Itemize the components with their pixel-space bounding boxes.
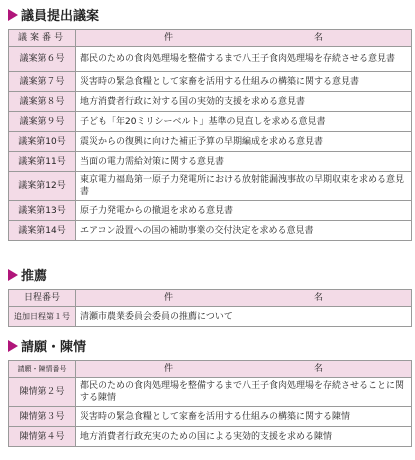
row-subject: 地方消費者行政充実のための国による実効的支援を求める陳情 xyxy=(76,427,412,447)
row-subject: エアコン設置への国の補助事業の交付決定を求める意見書 xyxy=(76,221,412,241)
table-row xyxy=(9,72,412,92)
table-row xyxy=(9,47,412,72)
row-number: 議案第10号 xyxy=(9,132,76,152)
table-row xyxy=(9,221,412,241)
row-number: 議案第６号 xyxy=(9,47,76,72)
row-subject: 災害時の緊急食糧として家畜を活用する仕組みの構築に関する意見書 xyxy=(76,72,412,92)
table-row xyxy=(9,407,412,427)
row-subject: 東京電力福島第一原子力発電所における放射能漏洩事故の早期収束を求める意見書 xyxy=(76,172,412,201)
section-title-seigan: 請願・陳情 xyxy=(8,337,86,354)
row-subject: 原子力発電からの撤退を求める意見書 xyxy=(76,201,412,221)
row-number: 議案第12号 xyxy=(9,172,76,201)
row-subject: 清瀬市農業委員会委員の推薦について xyxy=(76,307,412,327)
row-number: 議案第14号 xyxy=(9,221,76,241)
row-number: 議案第９号 xyxy=(9,112,76,132)
row-subject: 都民のための食肉処理場を整備するまで八王子食肉処理場を存続させる意見書 xyxy=(76,47,412,72)
table-row xyxy=(9,132,412,152)
header-number: 議案番号 xyxy=(9,30,76,47)
section-title-giin: 議員提出議案 xyxy=(8,6,99,23)
row-number: 陳情第４号 xyxy=(9,427,76,447)
row-subject: 子ども「年20ミリシーベルト」基準の見直しを求める意見書 xyxy=(76,112,412,132)
header-subject: 件 名 xyxy=(76,361,412,378)
header-subject: 件 名 xyxy=(76,30,412,47)
row-number: 陳情第２号 xyxy=(9,378,76,407)
table-row xyxy=(9,378,412,407)
row-subject: 震災からの復興に向けた補正予算の早期編成を求める意見書 xyxy=(76,132,412,152)
table-row xyxy=(9,92,412,112)
row-subject: 地方消費者行政に対する国の実効的支援を求める意見書 xyxy=(76,92,412,112)
row-number: 議案第13号 xyxy=(9,201,76,221)
triangle-bullet-icon xyxy=(8,269,18,281)
row-number: 陳情第３号 xyxy=(9,407,76,427)
header-subject: 件 名 xyxy=(76,290,412,307)
table-row xyxy=(9,172,412,201)
table-row xyxy=(9,152,412,172)
row-subject: 都民のための食肉処理場を整備するまで八王子食肉処理場を存続させることに関する陳情 xyxy=(76,378,412,407)
row-number: 追加日程第１号 xyxy=(9,307,76,327)
recommendation-table xyxy=(8,289,412,327)
table-header-row xyxy=(9,361,412,378)
table-row xyxy=(9,201,412,221)
row-subject: 当面の電力需給対策に関する意見書 xyxy=(76,152,412,172)
row-number: 議案第８号 xyxy=(9,92,76,112)
table-row xyxy=(9,112,412,132)
section-title-suisen: 推薦 xyxy=(8,266,47,283)
header-number: 請願・陳情番号 xyxy=(9,361,76,378)
row-number: 議案第11号 xyxy=(9,152,76,172)
proposals-table xyxy=(8,29,412,241)
row-subject: 災害時の緊急食糧として家畜を活用する仕組みの構築に関する陳情 xyxy=(76,407,412,427)
table-row xyxy=(9,307,412,327)
triangle-bullet-icon xyxy=(8,340,18,352)
table-row xyxy=(9,427,412,447)
table-header-row xyxy=(9,290,412,307)
header-number: 日程番号 xyxy=(9,290,76,307)
triangle-bullet-icon xyxy=(8,9,18,21)
petitions-table xyxy=(8,360,412,447)
row-number: 議案第７号 xyxy=(9,72,76,92)
table-header-row xyxy=(9,30,412,47)
